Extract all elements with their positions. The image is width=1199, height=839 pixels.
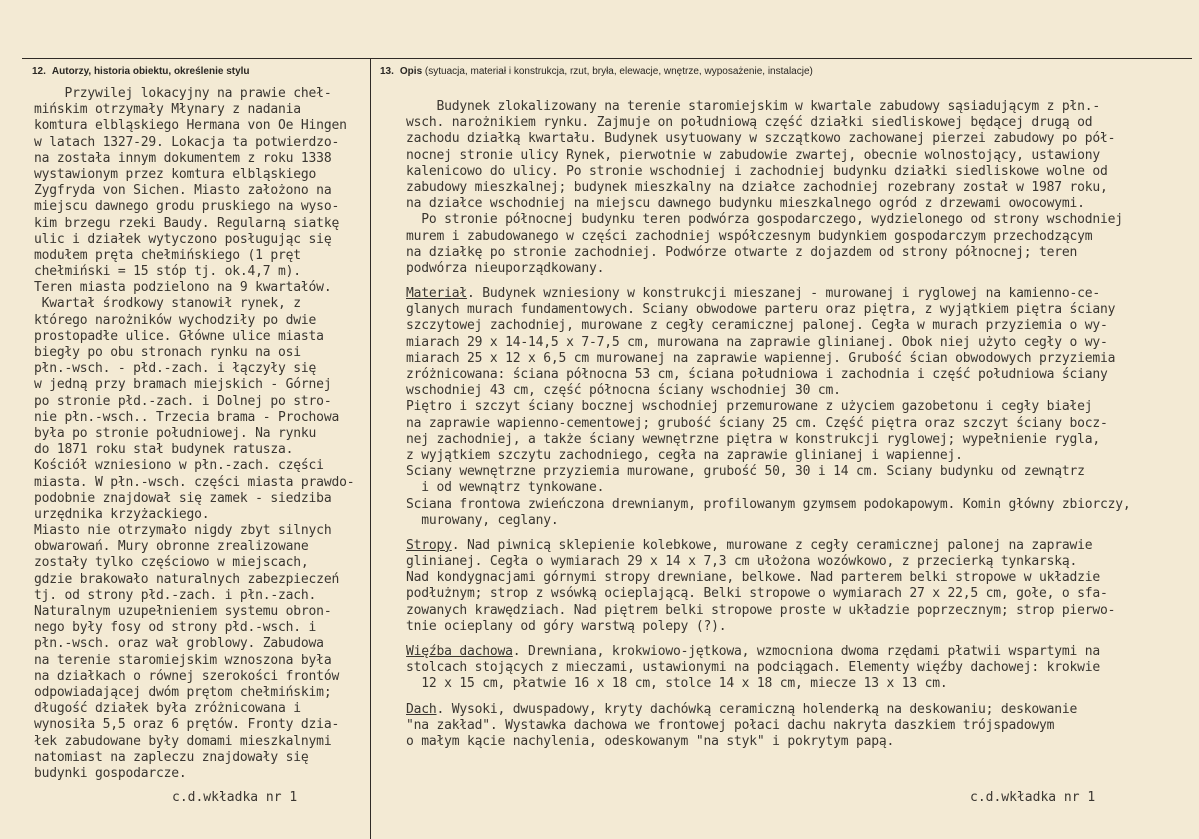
right-text-line: stolcach stojących z mieczami, ustawionymi na podciągach. Elementy więźby dachowej: krokwie	[406, 660, 1101, 676]
paragraph-line-text: . Drewniana, krokwiowo-jętkowa, wzmocniona dwoma rzędami płatwii wspartymi na	[512, 644, 1101, 659]
left-text-line: Kwartał środkowy stanowił rynek, z	[34, 296, 301, 312]
right-text-line: "na zakład". Wystawka dachowa we frontowej połaci dachu nakryta daszkiem trójspadowym	[406, 717, 1055, 733]
left-text-line: Naturalnym uzupełnieniem systemu obron-	[34, 604, 332, 619]
right-text-line: podłużnym; strop z wsówką ocieplającą. Belki stropowe o wymiarach 27 x 22,5 cm, gołe, o sfa-	[406, 586, 1108, 602]
left-text-line: kim brzegu rzeki Baudy. Regularną siatkę	[34, 215, 340, 231]
right-section-heading	[380, 66, 813, 77]
paragraph-first-line	[406, 286, 1192, 302]
right-text-line: tnie ocieplany od góry warstwą polepy (?).	[406, 618, 727, 634]
right-text-line: zabudowy mieszkalnej; budynek mieszkalny na działce zachodniej rozebrany został w 1987 roku,	[406, 179, 1108, 195]
right-text-line: kalenicowo do ulicy. Po stronie wschodniej i zachodniej budynku działki siedliskowe wolne od	[406, 163, 1108, 179]
left-heading-text: Autorzy, historia obiektu, określenie stylu	[51, 66, 250, 77]
left-text-line: była po stronie południowej. Na rynku	[34, 425, 317, 441]
left-heading-number: 12.	[32, 66, 46, 77]
paragraph-first-line	[406, 538, 1192, 554]
right-text-line: na działce wschodniej na miejscu dawnego budynku mieszkalnego ogród z drzewami owocowymi.	[406, 196, 1085, 212]
paragraph	[406, 644, 1192, 693]
right-text-line: zachodu działką kwartału. Budynek usytuowany w szczątkowo zachowanej pierzei zabudowy po pół-	[406, 131, 1116, 147]
left-text-line: mińskim otrzymały Młynary z nadania	[34, 102, 301, 118]
paragraph-label: Materiał	[406, 286, 468, 302]
paragraph-gap	[406, 693, 1192, 702]
right-text-line: o małym kącie nachylenia, odeskowanym "na styk" i pokrytym papą.	[406, 733, 895, 749]
left-text-line: miejscu dawnego grodu pruskiego na wyso-	[34, 199, 340, 215]
left-text-line: Teren miasta podzielono na 9 kwartałów.	[34, 280, 332, 296]
right-text-line: Nad kondygnacjami górnymi stropy drewniane, belkowe. Nad parterem belki stropowe w układzie	[406, 570, 1101, 586]
right-text-line: zróżnicowana: ściana północna 53 cm, ściana południowa i zachodnia i część południowa ściany	[406, 367, 1108, 382]
right-text-line: szczytowej zachodniej, murowane z cegły ceramicznej palonej. Cegła w murach przyziemia o wy-	[406, 318, 1108, 334]
left-text-line: ulic i działek wytyczono posługując się	[34, 231, 332, 247]
paragraph	[406, 538, 1192, 635]
right-text-line: Budynek zlokalizowany na terenie staromiejskim w kwartale zabudowy sąsiadującym z płn.-	[406, 99, 1101, 114]
right-text-line: nocnej stronie ulicy Rynek, pierwotnie w zabudowie zwartej, obecnie wolnostojący, ustawiony	[406, 147, 1101, 163]
left-text-line: odpowiadającej dwóm prętom chełmińskim;	[34, 684, 332, 700]
left-text-line: urzędnika krzyżackiego.	[34, 506, 210, 522]
right-footer-note: c.d.wkładka nr 1	[970, 790, 1096, 805]
left-text-line: gdzie brakowało naturalnych zabezpieczeń	[34, 571, 340, 587]
left-text-line: wynosiła 5,5 oraz 6 prętów. Fronty dzia-	[34, 717, 340, 733]
right-text-line: na zaprawie wapienno-cementowej; grubość ściany 25 cm. Część piętra oraz szczyt ściany bocz-	[406, 415, 1108, 431]
right-text-line: Ściany wewnętrzne przyziemia murowane, grubość 50, 30 i 14 cm. Ściany budynku od zewnątrz	[406, 464, 1085, 480]
right-text-line: miarach 25 x 12 x 6,5 cm murowanej na zaprawie wapiennej. Grubość ścian obwodowych przyziemia	[406, 350, 1116, 366]
left-text-line: wystawionym przez komtura elbląskiego	[34, 166, 317, 182]
right-text-line: miarach 29 x 14-14,5 x 7-7,5 cm, murowana na zaprawie glinianej. Obok niej użyto cegły o wy-	[406, 334, 1108, 350]
right-body-text	[406, 99, 1192, 750]
right-text-line: podwórza nieuporządkowany.	[406, 260, 605, 276]
left-text-line: modułem pręta chełmińskiego (1 pręt	[34, 247, 301, 263]
left-text-line: zostały tylko częściowo w miejscach,	[34, 555, 309, 571]
right-heading-subtitle: (sytuacja, materiał i konstrukcja, rzut, bryła, elewacje, wnętrze, wyposażenie, instalacje)	[424, 66, 813, 77]
paragraph-label: Więźba dachowa	[406, 644, 513, 659]
left-text-line: Miasto nie otrzymało nigdy zbyt silnych	[34, 523, 332, 539]
paragraph-line-text: . Budynek wzniesiony w konstrukcji mieszanej - murowanej i ryglowej na kamienno-ce-	[467, 286, 1101, 302]
right-text-line: wsch. narożnikiem rynku. Zajmuje on południową część działki siedliskowej będącej drugą od	[406, 115, 1093, 131]
paragraph-gap	[406, 529, 1192, 538]
right-text-line: 12 x 15 cm, płatwie 16 x 18 cm, stolce 14 x 18 cm, miecze 13 x 13 cm.	[406, 676, 948, 692]
left-footer-note: c.d.wkładka nr 1	[172, 790, 298, 805]
left-text-line: obwarowań. Mury obronne zrealizowane	[34, 539, 309, 555]
left-text-line: komtura elbląskiego Hermana von Oe Hingen	[34, 118, 347, 134]
top-rule	[22, 58, 1192, 59]
left-text-line: na działkach o równej szerokości frontów	[34, 668, 340, 684]
right-text-line: murem i zabudowanego w części zachodniej współczesnym budynkiem gospodarczym przechodzącym	[406, 228, 1093, 244]
right-text-line: nej zachodniej, a także ściany wewnętrzne piętra w konstrukcji ryglowej; wypełnienie rygla,	[406, 431, 1101, 447]
paragraph	[406, 286, 1192, 529]
right-text-line: zowanych krawędziach. Nad piętrem belki stropowe proste w układzie poprzecznym; strop pierwo-	[406, 602, 1116, 618]
left-text-line: tj. od strony płd.-zach. i płn.-zach.	[34, 587, 317, 603]
paragraph-label: Stropy	[406, 537, 452, 553]
left-text-line: natomiast na zapleczu znajdowały się	[34, 749, 309, 765]
right-text-line: z wyjątkiem szczytu zachodniego, cegła na zaprawie glinianej i wapiennej.	[406, 447, 963, 463]
right-text-line: wschodniej 43 cm, część północna ściany wschodniej 30 cm.	[406, 383, 841, 399]
left-text-line: nego były fosy od strony płd.-wsch. i	[34, 620, 317, 636]
paragraph-label: Dach	[406, 701, 437, 717]
paragraph-first-line	[406, 702, 1192, 718]
left-text-line: w latach 1327-29. Lokacja ta potwierdzo-	[34, 134, 340, 150]
left-text-line: płn.-wsch. - płd.-zach. i łączyły się	[34, 361, 317, 377]
left-text-line: budynki gospodarcze.	[34, 765, 187, 781]
left-text-line: w jedną przy bramach miejskich - Górnej	[34, 377, 332, 393]
left-text-line: Zygfryda von Sichen. Miasto założono na	[34, 183, 332, 199]
left-text-line: na terenie staromiejskim wznoszona była	[34, 652, 332, 668]
left-text-line: po stronie płd.-zach. i Dolnej po stro-	[34, 393, 332, 409]
left-text-line: Przywilej lokacyjny na prawie cheł-	[34, 86, 332, 101]
right-text-line: glanych murach fundamentowych. Ściany obwodowe parteru oraz piętra, z wyjątkiem piętra ściany	[406, 302, 1116, 318]
paragraph	[406, 99, 1192, 277]
left-section-heading	[32, 66, 250, 77]
left-text-line: podobnie znajdował się zamek - siedziba	[34, 490, 332, 506]
left-text-line: Kościół wzniesiono w płn.-zach. części	[34, 458, 324, 474]
right-text-line: glinianej. Cegła o wymiarach 29 x 14 x 7,3 cm ułożona wozówkowo, z przecierką tynkarską.	[406, 554, 1078, 570]
left-text-line: łek zabudowane były domami mieszkalnymi	[34, 733, 332, 749]
left-text-line: nie płn.-wsch.. Trzecia brama - Prochowa	[34, 409, 340, 425]
right-text-line: Ściana frontowa zwieńczona drewnianym, profilowanym gzymsem podokapowym. Komin główny zbiorczy,	[406, 496, 1131, 512]
paragraph-first-line	[406, 644, 1192, 660]
left-text-line: biegły po obu stronach rynku na osi	[34, 345, 301, 360]
left-text-line: którego narożników wychodziły po dwie	[34, 312, 317, 328]
paragraph-line-text: . Nad piwnicą sklepienie kolebkowe, murowane z cegły ceramicznej palonej na zaprawie	[451, 537, 1093, 553]
left-text-line: płn.-wsch. oraz wał groblowy. Zabudowa	[34, 636, 324, 652]
right-heading-number: 13.	[380, 66, 394, 77]
left-text-line: prostopadłe ulice. Główne ulice miasta	[34, 328, 324, 344]
paragraph-gap	[406, 635, 1192, 644]
right-heading-text: Opis	[399, 66, 423, 77]
right-text-line: na działkę po stronie zachodniej. Podwórze otwarte z dojazdem od strony północnej; teren	[406, 244, 1078, 260]
column-divider	[370, 58, 371, 839]
right-text-line: i od wewnątrz tynkowane.	[406, 480, 605, 496]
left-text-line: długość działek była zróżnicowana i	[34, 701, 301, 717]
left-text-line: chełmiński = 15 stóp tj. ok.4,7 m).	[34, 264, 301, 280]
paragraph	[406, 702, 1192, 751]
paragraph-gap	[406, 277, 1192, 286]
left-text-line: do 1871 roku stał budynek ratusza.	[34, 442, 294, 458]
right-text-line: Piętro i szczyt ściany bocznej wschodniej przemurowane z użyciem gazobetonu i cegły białej	[406, 399, 1093, 415]
left-text-line: miasta. W płn.-wsch. części miasta prawdo-	[34, 474, 355, 490]
left-text-line: na została innym dokumentem z roku 1338	[34, 150, 332, 166]
right-text-line: murowany, ceglany.	[406, 512, 559, 528]
paragraph-line-text: . Wysoki, dwuspadowy, kryty dachówką ceramiczną holenderką na deskowaniu; deskowanie	[436, 701, 1078, 717]
right-text-line: Po stronie północnej budynku teren podwórza gospodarczego, wydzielonego od strony wschodniej	[406, 212, 1123, 228]
left-body-text	[34, 86, 366, 782]
